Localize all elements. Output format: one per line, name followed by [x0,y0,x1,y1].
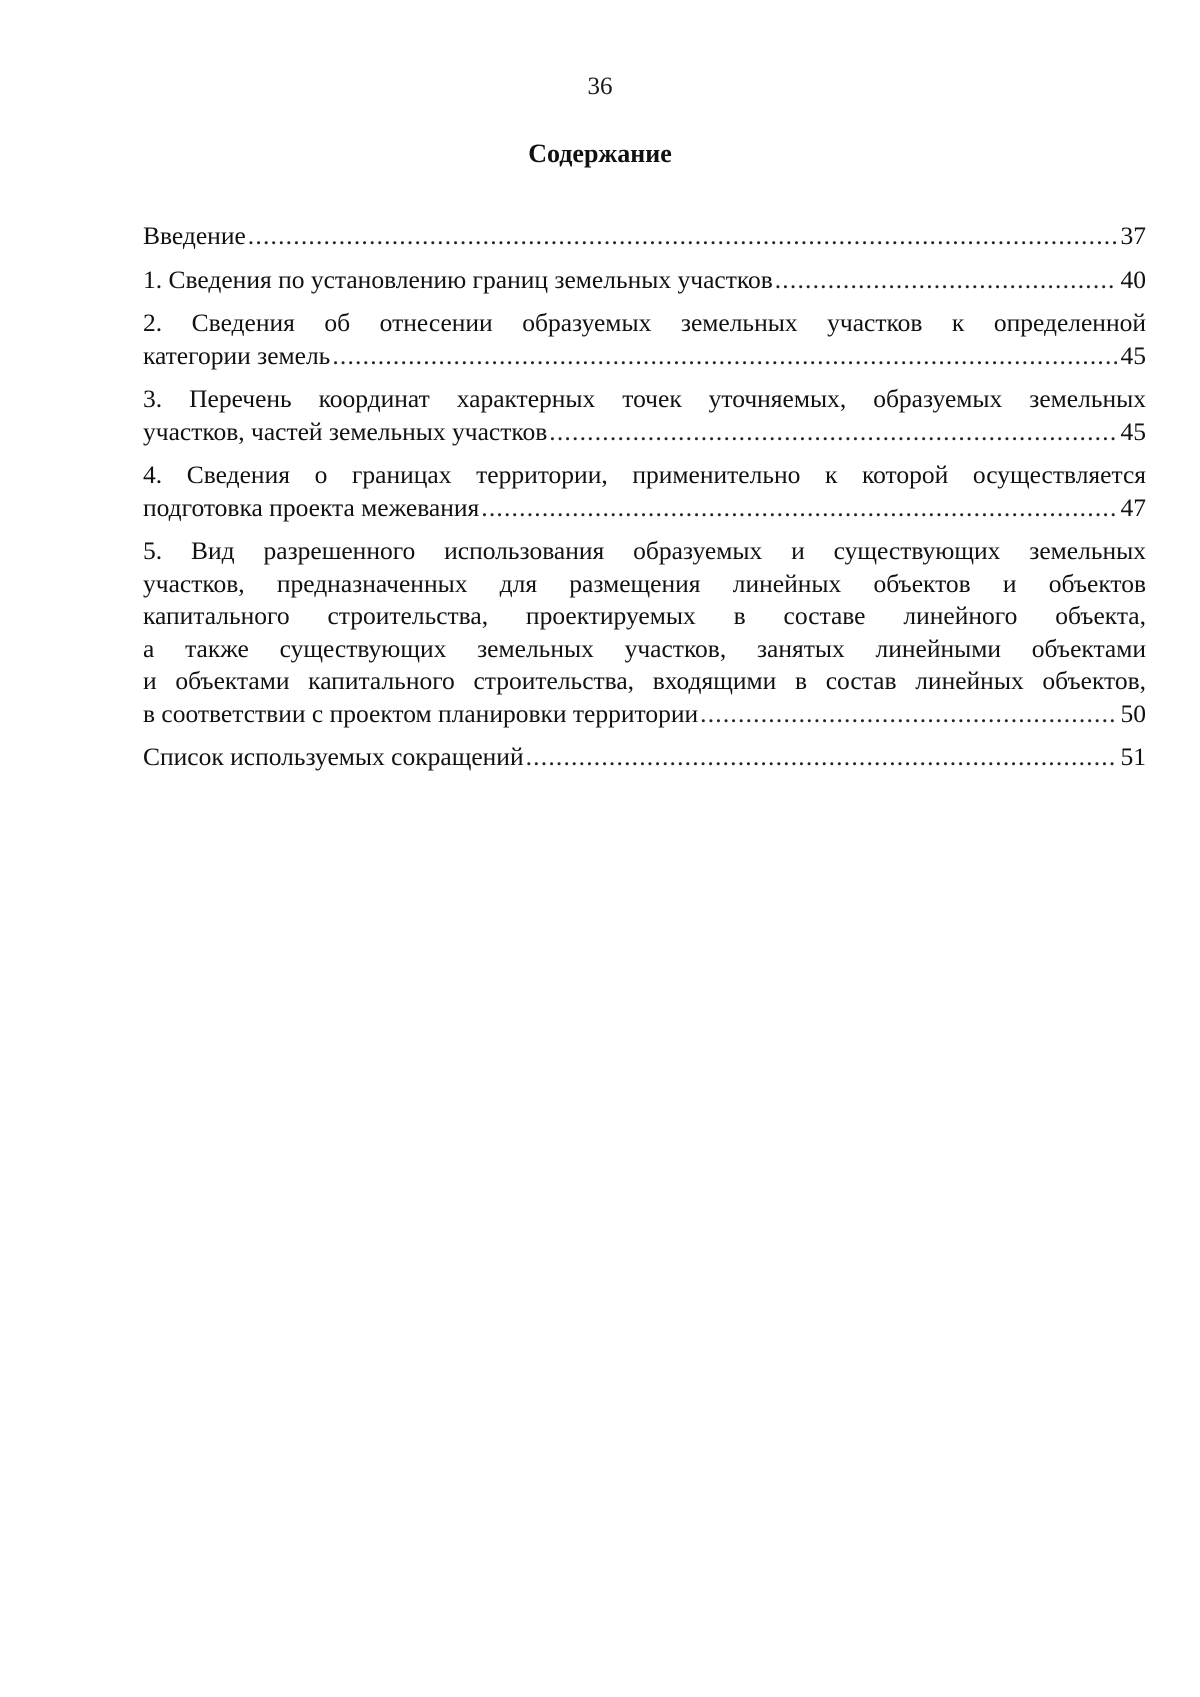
dot-leader [700,698,1116,731]
toc-entry-page: 45 [1120,340,1146,370]
toc-entry-page: 40 [1120,264,1146,294]
toc-entry-line: 3. Перечень координат характерных точек уточняемых, образуемых земельных [143,384,1146,413]
toc-entry-page: 37 [1120,221,1146,250]
toc-entry-page: 50 [1120,698,1146,728]
toc-entry-line: капитального строительства, проектируемых в составе линейного объекта, [143,601,1146,630]
toc-entry-label: подготовка проекта межевания [143,492,480,522]
dot-leader [526,741,1117,774]
dot-leader [248,220,1117,253]
dot-leader [481,492,1116,525]
toc-entry-label: участков, частей земельных участков [143,416,548,446]
toc-entry-page: 45 [1120,416,1146,446]
dot-leader [775,264,1117,297]
toc-entry-page: 51 [1120,742,1146,771]
toc-entry-section-2[interactable] [143,307,1146,372]
toc-entry-line: 2. Сведения об отнесении образуемых земельных участков к определенной [143,308,1146,337]
dot-leader [332,340,1116,373]
toc-entry-introduction[interactable] [143,220,1146,253]
page-title: Содержание [528,139,672,168]
toc-entry-abbreviations[interactable] [143,741,1146,774]
toc-entry-section-1[interactable] [143,264,1146,297]
toc-entry-label: в соответствии с проектом планировки территории [143,698,699,728]
toc-entry-section-3[interactable] [143,383,1146,448]
toc-entry-page: 47 [1120,492,1146,522]
dot-leader [549,416,1116,449]
toc-entry-line: участков, предназначенных для размещения линейных объектов и объектов [143,568,1146,598]
toc-entry-label: категории земель [143,340,331,370]
toc-entry-section-5[interactable] [143,535,1146,730]
toc-entry-label: 1. Сведения по установлению границ земельных участков [143,264,773,294]
toc-entry-line: и объектами капитального строительства, входящими в состав линейных объектов, [143,666,1146,695]
table-of-contents [143,220,1146,785]
toc-entry-label: Введение [143,221,246,250]
toc-entry-label: Список используемых сокращений [143,742,524,771]
page-number: 36 [587,73,613,100]
toc-entry-line: 5. Вид разрешенного использования образуемых и существующих земельных [143,536,1146,565]
toc-entry-section-4[interactable] [143,459,1146,524]
toc-entry-line: а также существующих земельных участков, занятых линейными объектами [143,633,1146,663]
toc-entry-line: 4. Сведения о границах территории, применительно к которой осуществляется [143,460,1146,489]
